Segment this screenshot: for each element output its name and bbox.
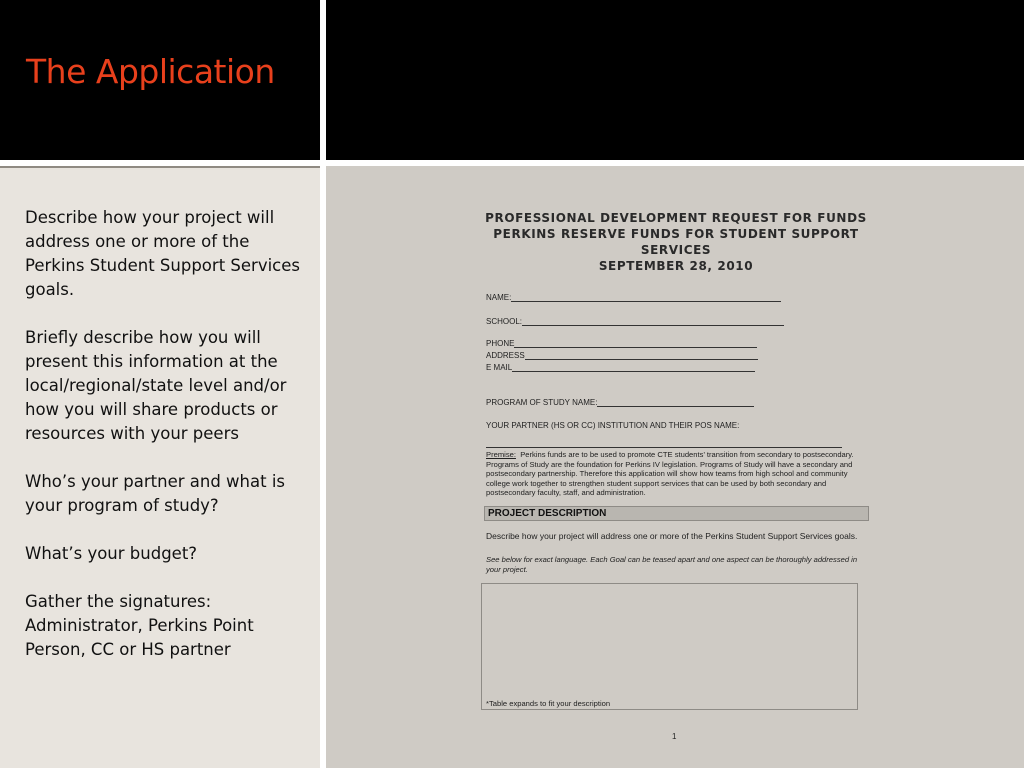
address-label: ADDRESS <box>486 351 525 360</box>
school-label: SCHOOL: <box>486 317 523 326</box>
form-image-panel <box>326 166 1024 768</box>
phone-label: PHONE <box>486 339 515 348</box>
application-form <box>326 166 1024 768</box>
partner-field <box>486 421 739 430</box>
premise-paragraph <box>486 450 866 498</box>
email-field <box>486 363 755 372</box>
program-field <box>486 398 754 407</box>
email-label: E MAIL <box>486 363 513 372</box>
title-panel <box>0 0 320 160</box>
phone-field <box>486 339 757 348</box>
bullet-signatures: Gather the signatures: Administrator, Perkins Point Person, CC or HS partner <box>25 592 254 659</box>
school-field <box>486 317 784 326</box>
bullet-budget: What’s your budget? <box>25 544 198 563</box>
page-number: 1 <box>672 732 677 741</box>
description-box <box>481 583 858 710</box>
project-description-header: PROJECT DESCRIPTION <box>484 506 869 521</box>
program-label: PROGRAM OF STUDY NAME: <box>486 398 598 407</box>
name-field <box>486 293 781 302</box>
premise-label: Premise: <box>486 450 516 459</box>
goal-prompt: Describe how your project will address one or more of the Perkins Student Support Services goals. <box>486 531 858 541</box>
bullet-list <box>25 206 305 686</box>
bullet-partner: Who’s your partner and what is your program of study? <box>25 472 286 515</box>
top-right-panel <box>326 0 1024 160</box>
partner-line <box>486 447 842 448</box>
goal-note: See below for exact language. Each Goal can be teased apart and one aspect can be thoroughly addressed in your project. <box>486 555 858 574</box>
accent-line <box>0 166 320 168</box>
form-heading-line-2: PERKINS RESERVE FUNDS FOR STUDENT SUPPORT SERVICES <box>493 227 859 257</box>
address-field <box>486 351 758 360</box>
form-heading-line-3: SEPTEMBER 28, 2010 <box>598 259 754 273</box>
bullet-goals: Describe how your project will address one or more of the Perkins Student Support Services goals. <box>25 208 300 299</box>
description-box-note: *Table expands to fit your description <box>486 699 611 708</box>
bullet-present: Briefly describe how you will present this information at the local/regional/state level and/or how you will share products or resources with your peers <box>25 328 287 443</box>
name-label: NAME: <box>486 293 512 302</box>
partner-label: YOUR PARTNER (HS OR CC) INSTITUTION AND THEIR POS NAME: <box>486 421 740 430</box>
text-panel <box>0 168 320 768</box>
form-heading <box>476 210 876 274</box>
form-heading-line-1: PROFESSIONAL DEVELOPMENT REQUEST FOR FUNDS <box>485 211 867 225</box>
premise-text: Perkins funds are to be used to promote CTE students’ transition from secondary to postsecondary. Programs of Study are the foundation for Perkins IV legislation. Programs of Study will have a secondary and postsecondary partnership. Therefore this application will show how teams from high school and community college work together to strengthen student support services that can be used by both secondary and postsecondary faculty, staff, and administration. <box>486 450 854 498</box>
slide-title: The Application <box>26 52 275 91</box>
